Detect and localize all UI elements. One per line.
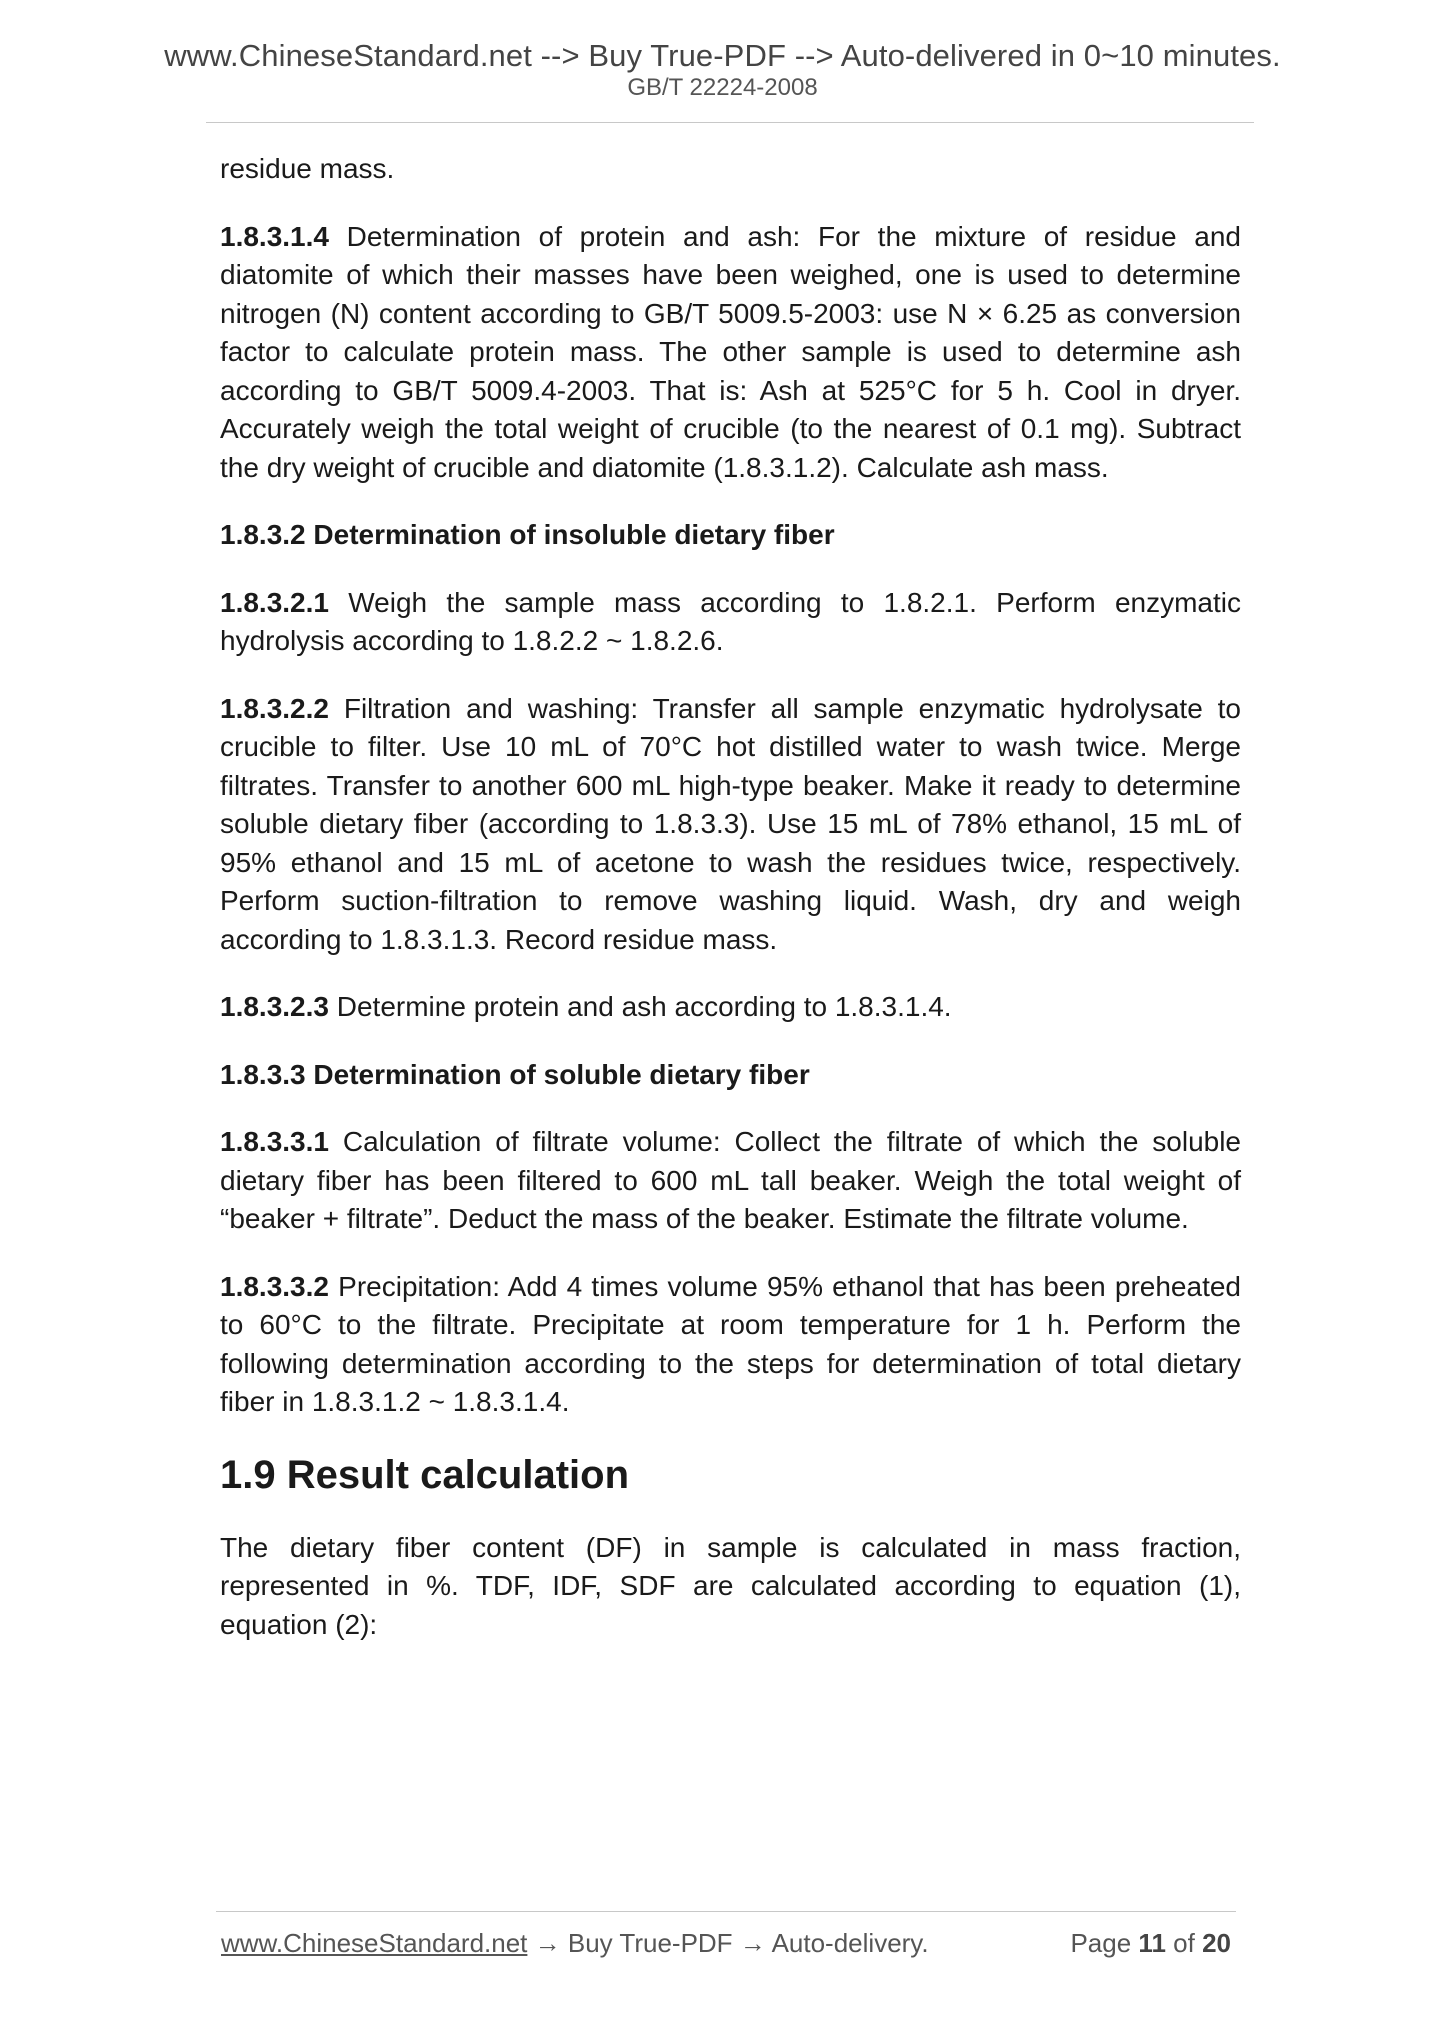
of-label: of [1173,1928,1195,1958]
clause-number: 1.8.3.3.2 [220,1270,329,1302]
page-label: Page [1070,1928,1132,1958]
heading-1-8-3-2: 1.8.3.2 Determination of insoluble dietary fiber [220,519,835,550]
clause-number: 1.8.3.2.3 [220,991,329,1022]
clause-text: Determination of protein and ash: For the mixture of residue and diatomite of which their masses have been weighed, one is used to determine nitrogen (N) content according to GB/T 5009.5-2003: use N × 6.25 as conversion factor to calculate protein mass. The other sample is used to determine ash according to GB/T 5009.4-2003. That is: Ash at 525°C for 5 h. Cool in dryer. Accurately weigh the total weight of crucible (to the nearest of 0.1 mg). Subtract the dry weight of crucible and diatomite (1.8.3.1.2). Calculate ash mass. [220,220,1241,483]
footer-trail-text: → Buy True-PDF → Auto-delivery. [527,1928,929,1958]
page-content [220,150,1241,1673]
clause-1-8-3-2-3 [220,988,1241,1027]
paragraph-result-calculation: The dietary fiber content (DF) in sample is calculated in mass fraction, represented in %. TDF, IDF, SDF are calculated according to equation (1), equation (2): [220,1531,1241,1640]
heading-1-8-3-3: 1.8.3.3 Determination of soluble dietary fiber [220,1058,810,1090]
clause-text: Filtration and washing: Transfer all sample enzymatic hydrolysate to crucible to filter. Use 10 mL of 70°C hot distilled water to wash twice. Merge filtrates. Transfer to another 600 mL high-type beaker. Make it ready to determine soluble dietary fiber (according to 1.8.3.3). Use 15 mL of 78% ethanol, 15 mL of 95% ethanol and 15 mL of acetone to wash the residues twice, respectively. Perform suction-filtration to remove washing liquid. Wash, dry and weigh according to 1.8.3.1.3. Record residue mass. [220,692,1241,955]
footer-divider [216,1911,1236,1912]
clause-text: Determine protein and ash according to 1.8.3.1.4. [336,991,952,1022]
footer-site-link[interactable]: www.ChineseStandard.net [221,1928,528,1958]
clause-1-8-3-3-2 [220,1268,1241,1422]
clause-number: 1.8.3.3.1 [220,1126,329,1157]
clause-1-8-3-2-2 [220,690,1241,960]
standard-code: GB/T 22224-2008 [627,74,818,101]
clause-1-8-3-2-1 [220,584,1241,661]
heading-1-9-result-calculation: 1.9 Result calculation [220,1452,630,1497]
clause-number: 1.8.3.2.1 [220,586,329,618]
page-current: 11 [1138,1928,1166,1958]
page-number [1070,1928,1231,1959]
clause-text: Precipitation: Add 4 times volume 95% ethanol that has been preheated to 60°C to the filtrate. Precipitate at room temperature for 1 h. Perform the following determination according to the steps for determination of total dietary fiber in 1.8.3.1.2 ~ 1.8.3.1.4. [220,1270,1242,1417]
page-total: 20 [1202,1928,1231,1958]
footer-left [221,1928,929,1959]
header-banner: www.ChineseStandard.net --> Buy True-PDF --> Auto-delivered in 0~10 minutes. [164,38,1281,73]
paragraph-residue-mass: residue mass. [220,153,395,184]
clause-number: 1.8.3.2.2 [220,692,329,724]
clause-1-8-3-1-4 [220,218,1241,488]
clause-text: Weigh the sample mass according to 1.8.2.1. Perform enzymatic hydrolysis according to 1.8.2.2 ~ 1.8.2.6. [220,586,1242,656]
header-divider [206,122,1254,123]
clause-text: Calculation of filtrate volume: Collect the filtrate of which the soluble dietary fiber has been filtered to 600 mL tall beaker. Weigh the total weight of “beaker + filtrate”. Deduct the mass of the beaker. Estimate the filtrate volume. [220,1126,1242,1234]
clause-number: 1.8.3.1.4 [220,220,329,252]
clause-1-8-3-3-1 [220,1123,1241,1239]
